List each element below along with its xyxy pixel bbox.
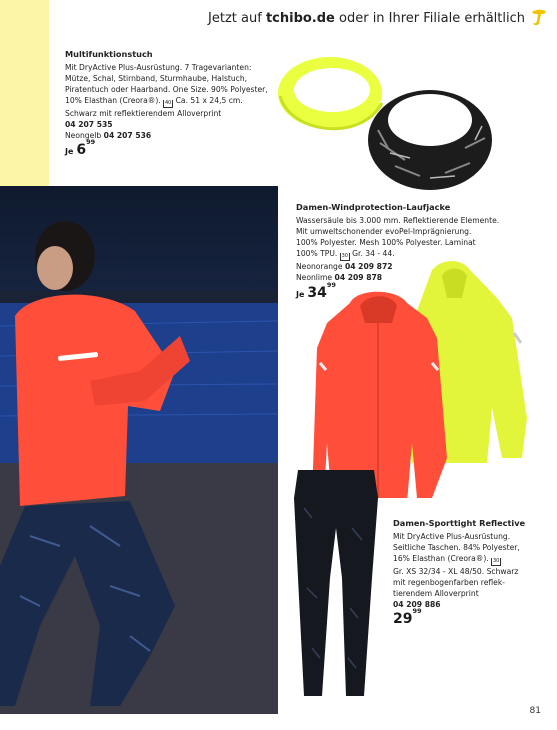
article-number: 04 209 878 xyxy=(334,273,383,282)
product-desc-line: Schwarz mit reflektierendem Alloverprint xyxy=(65,109,222,118)
sport-tights-image xyxy=(292,468,384,700)
tchibo-logo[interactable] xyxy=(527,6,549,28)
wash-care-icon: 30 xyxy=(341,253,348,259)
article-number: 04 209 872 xyxy=(344,262,393,271)
product-tube-info xyxy=(65,49,275,141)
product-desc-line: 100% TPU. xyxy=(296,249,338,258)
header-text: Jetzt auf tchibo.de oder in Ihrer Filiale erhältlich xyxy=(208,11,525,26)
article-number: 04 209 886 xyxy=(393,600,441,609)
product-desc-line: Gr. XS 32/34 - XL 48/50. Schwarz xyxy=(393,567,519,576)
wash-care-icon: 40 xyxy=(165,100,172,106)
wash-care-icon: 30 xyxy=(493,558,500,564)
product-desc-line: tierendem Alloverprint xyxy=(393,589,479,598)
product-desc-line: Mit umweltschonender evoPel-Imprägnierung. xyxy=(296,227,472,236)
product-desc-line: mit regenbogenfarben reflek- xyxy=(393,578,505,587)
yellow-accent-strip xyxy=(0,0,49,186)
color-label: Neonorange xyxy=(296,262,343,271)
color-label: Neonlime xyxy=(296,273,333,282)
article-number: 04 207 535 xyxy=(65,120,113,129)
product-title: Multifunktionstuch xyxy=(65,49,153,59)
product-tights-info xyxy=(393,518,543,610)
color-label: Neongelb xyxy=(65,131,102,140)
product-desc-line: Mit DryActive Plus-Ausrüstung. xyxy=(393,532,511,541)
product-tube-price: Je $6^{99}$ xyxy=(65,138,96,158)
jacket-image xyxy=(312,258,537,498)
product-title: Damen-Windprotection-Laufjacke xyxy=(296,202,451,212)
product-desc-line: Gr. 34 - 44. xyxy=(352,249,395,258)
product-desc-line: Piratentuch oder Haarband. One Size. 90% Polyester, xyxy=(65,85,268,94)
product-title: Damen-Sporttight Reflective xyxy=(393,518,526,528)
product-jacket-price: Je $34^{99}$ xyxy=(296,281,336,301)
product-desc-line: 10% Elasthan (Creora®). xyxy=(65,96,161,105)
article-number: 04 207 536 xyxy=(103,131,152,140)
product-desc-line: 100% Polyester. Mesh 100% Polyester. Laminat xyxy=(296,238,476,247)
multifunction-tube-image xyxy=(270,48,520,193)
product-desc-line: 16% Elasthan (Creora®). xyxy=(393,554,489,563)
page-number: 81 xyxy=(529,706,541,716)
runner-photo xyxy=(0,186,278,714)
product-desc-line: Ca. 51 x 24,5 cm. xyxy=(175,96,243,105)
product-desc-line: Wassersäule bis 3.000 mm. Reflektierende Elemente. xyxy=(296,216,500,225)
product-desc-line: Mit DryActive Plus-Ausrüstung. 7 Tragevarianten: xyxy=(65,63,252,72)
product-desc-line: Mütze, Schal, Stirnband, Sturmhaube, Halstuch, xyxy=(65,74,248,83)
product-tights-price: $29^{99}$ xyxy=(393,607,422,627)
product-desc-line: Seitliche Taschen. 84% Polyester, xyxy=(393,543,520,552)
